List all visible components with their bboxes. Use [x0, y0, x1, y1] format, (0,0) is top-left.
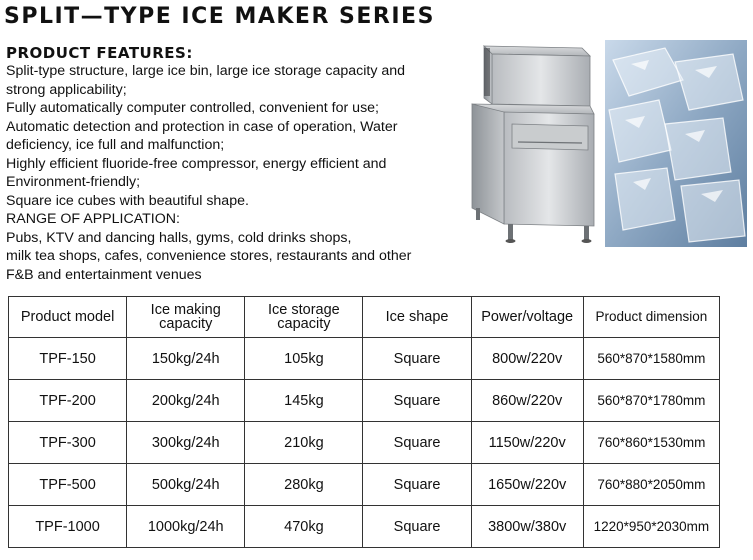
table-row [9, 464, 720, 506]
cell-dimension: 760*860*1530mm [583, 422, 719, 464]
column-header-ice-shape: Ice shape [363, 297, 471, 338]
cell-ice-shape: Square [363, 422, 471, 464]
cell-ice-shape: Square [363, 506, 471, 548]
cell-dimension: 1220*950*2030mm [583, 506, 719, 548]
page-title: SPLIT—TYPE ICE MAKER SERIES [4, 4, 435, 29]
feature-line: Automatic detection and protection in case of operation, Water [6, 118, 398, 135]
cell-model: TPF-300 [9, 422, 127, 464]
application-heading: RANGE OF APPLICATION: [6, 211, 180, 227]
feature-line: F&B and entertainment venues [6, 266, 202, 283]
table-row [9, 506, 720, 548]
cell-storage-capacity: 470kg [245, 506, 363, 548]
cell-storage-capacity: 145kg [245, 380, 363, 422]
feature-line: strong applicability; [6, 81, 127, 98]
features-text [6, 62, 456, 284]
table-row [9, 380, 720, 422]
features-heading: PRODUCT FEATURES: [6, 44, 193, 62]
cell-model: TPF-200 [9, 380, 127, 422]
feature-line: Fully automatically computer controlled, convenient for use; [6, 100, 379, 116]
cell-dimension: 560*870*1580mm [583, 338, 719, 380]
cell-model: TPF-1000 [9, 506, 127, 548]
cell-making-capacity: 1000kg/24h [127, 506, 245, 548]
feature-line: Square ice cubes with beautiful shape. [6, 192, 249, 209]
cell-storage-capacity: 105kg [245, 338, 363, 380]
cell-power-voltage: 800w/220v [471, 338, 583, 380]
cell-power-voltage: 860w/220v [471, 380, 583, 422]
column-header-ice-storage-capacity: Ice storage capacity [245, 297, 363, 338]
column-header-power-voltage: Power/voltage [471, 297, 583, 338]
feature-line: Pubs, KTV and dancing halls, gyms, cold drinks shops, [6, 229, 352, 246]
cell-making-capacity: 200kg/24h [127, 380, 245, 422]
cell-model: TPF-500 [9, 464, 127, 506]
column-header-product-dimension: Product dimension [583, 297, 719, 338]
cell-making-capacity: 300kg/24h [127, 422, 245, 464]
feature-line: Highly efficient fluoride-free compressor, energy efficient and [6, 155, 387, 172]
cell-making-capacity: 150kg/24h [127, 338, 245, 380]
cell-dimension: 560*870*1780mm [583, 380, 719, 422]
column-header-ice-making-capacity: Ice making capacity [127, 297, 245, 338]
cell-model: TPF-150 [9, 338, 127, 380]
cell-power-voltage: 1150w/220v [471, 422, 583, 464]
feature-line: milk tea shops, cafes, convenience stores, restaurants and other [6, 248, 412, 264]
specification-table [8, 296, 720, 548]
cell-storage-capacity: 210kg [245, 422, 363, 464]
ice-maker-machine-image [462, 38, 602, 248]
table-row [9, 338, 720, 380]
cell-storage-capacity: 280kg [245, 464, 363, 506]
cell-power-voltage: 1650w/220v [471, 464, 583, 506]
ice-cubes-image [605, 40, 747, 247]
feature-line: Environment-friendly; [6, 174, 141, 190]
table-row [9, 422, 720, 464]
cell-ice-shape: Square [363, 338, 471, 380]
cell-ice-shape: Square [363, 464, 471, 506]
feature-line: deficiency, ice full and malfunction; [6, 137, 225, 153]
cell-dimension: 760*880*2050mm [583, 464, 719, 506]
cell-power-voltage: 3800w/380v [471, 506, 583, 548]
cell-ice-shape: Square [363, 380, 471, 422]
feature-line: Split-type structure, large ice bin, large ice storage capacity and [6, 63, 406, 79]
cell-making-capacity: 500kg/24h [127, 464, 245, 506]
column-header-product-model: Product model [9, 297, 127, 338]
table-header-row [9, 297, 720, 338]
